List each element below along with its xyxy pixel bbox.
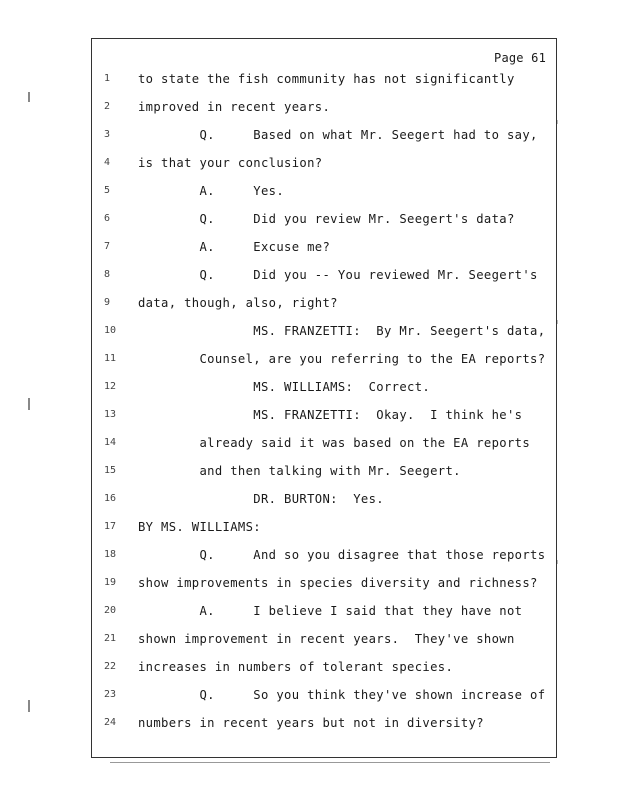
page-number: Page 61 <box>494 51 546 65</box>
transcript-line: Q. So you think they've shown increase of <box>138 688 546 702</box>
transcript-line: data, though, also, right? <box>138 296 338 310</box>
line-number: 17 <box>104 521 117 532</box>
scan-artifact <box>557 320 558 324</box>
footer-rule <box>110 762 550 763</box>
margin-mark <box>28 92 30 102</box>
line-number: 5 <box>104 185 111 196</box>
transcript-line: Q. Did you review Mr. Seegert's data? <box>138 212 515 226</box>
line-number: 24 <box>104 717 117 728</box>
transcript-line: numbers in recent years but not in diversity? <box>138 716 484 730</box>
transcript-line: already said it was based on the EA reports <box>138 436 531 450</box>
line-number: 6 <box>104 213 111 224</box>
transcript-line: A. I believe I said that they have not <box>138 604 523 618</box>
transcript-line: show improvements in species diversity and richness? <box>138 576 538 590</box>
transcript-line: and then talking with Mr. Seegert. <box>138 464 461 478</box>
line-number: 8 <box>104 269 111 280</box>
transcript-line: Q. Did you -- You reviewed Mr. Seegert's <box>138 268 538 282</box>
transcript-line: Counsel, are you referring to the EA reports? <box>138 352 546 366</box>
line-number: 7 <box>104 241 111 252</box>
line-number: 10 <box>104 325 117 336</box>
line-number: 1 <box>104 73 111 84</box>
line-number: 23 <box>104 689 117 700</box>
line-number: 19 <box>104 577 117 588</box>
transcript-line: Q. And so you disagree that those reports <box>138 548 546 562</box>
line-number: 3 <box>104 129 111 140</box>
transcript-line: MS. FRANZETTI: By Mr. Seegert's data, <box>138 324 546 338</box>
line-number: 12 <box>104 381 117 392</box>
scan-artifact <box>557 560 558 564</box>
line-number: 22 <box>104 661 117 672</box>
margin-mark <box>28 700 30 712</box>
transcript-line: Q. Based on what Mr. Seegert had to say, <box>138 128 538 142</box>
transcript-line: is that your conclusion? <box>138 156 323 170</box>
line-number: 2 <box>104 101 111 112</box>
line-number: 20 <box>104 605 117 616</box>
transcript-line: improved in recent years. <box>138 100 331 114</box>
line-number: 16 <box>104 493 117 504</box>
margin-mark <box>28 398 30 410</box>
line-number: 21 <box>104 633 117 644</box>
transcript-line: increases in numbers of tolerant species. <box>138 660 454 674</box>
transcript-line: DR. BURTON: Yes. <box>138 492 384 506</box>
scan-artifact <box>557 120 558 124</box>
page-frame <box>91 38 557 758</box>
line-number: 4 <box>104 157 111 168</box>
transcript-line: to state the fish community has not significantly <box>138 72 515 86</box>
line-number: 13 <box>104 409 117 420</box>
transcript-line: MS. WILLIAMS: Correct. <box>138 380 431 394</box>
transcript-line: A. Excuse me? <box>138 240 331 254</box>
transcript-line: A. Yes. <box>138 184 285 198</box>
line-number: 9 <box>104 297 111 308</box>
transcript-line: BY MS. WILLIAMS: <box>138 520 261 534</box>
transcript-line: MS. FRANZETTI: Okay. I think he's <box>138 408 523 422</box>
line-number: 18 <box>104 549 117 560</box>
line-number: 15 <box>104 465 117 476</box>
line-number: 11 <box>104 353 117 364</box>
line-number: 14 <box>104 437 117 448</box>
transcript-line: shown improvement in recent years. They've shown <box>138 632 515 646</box>
